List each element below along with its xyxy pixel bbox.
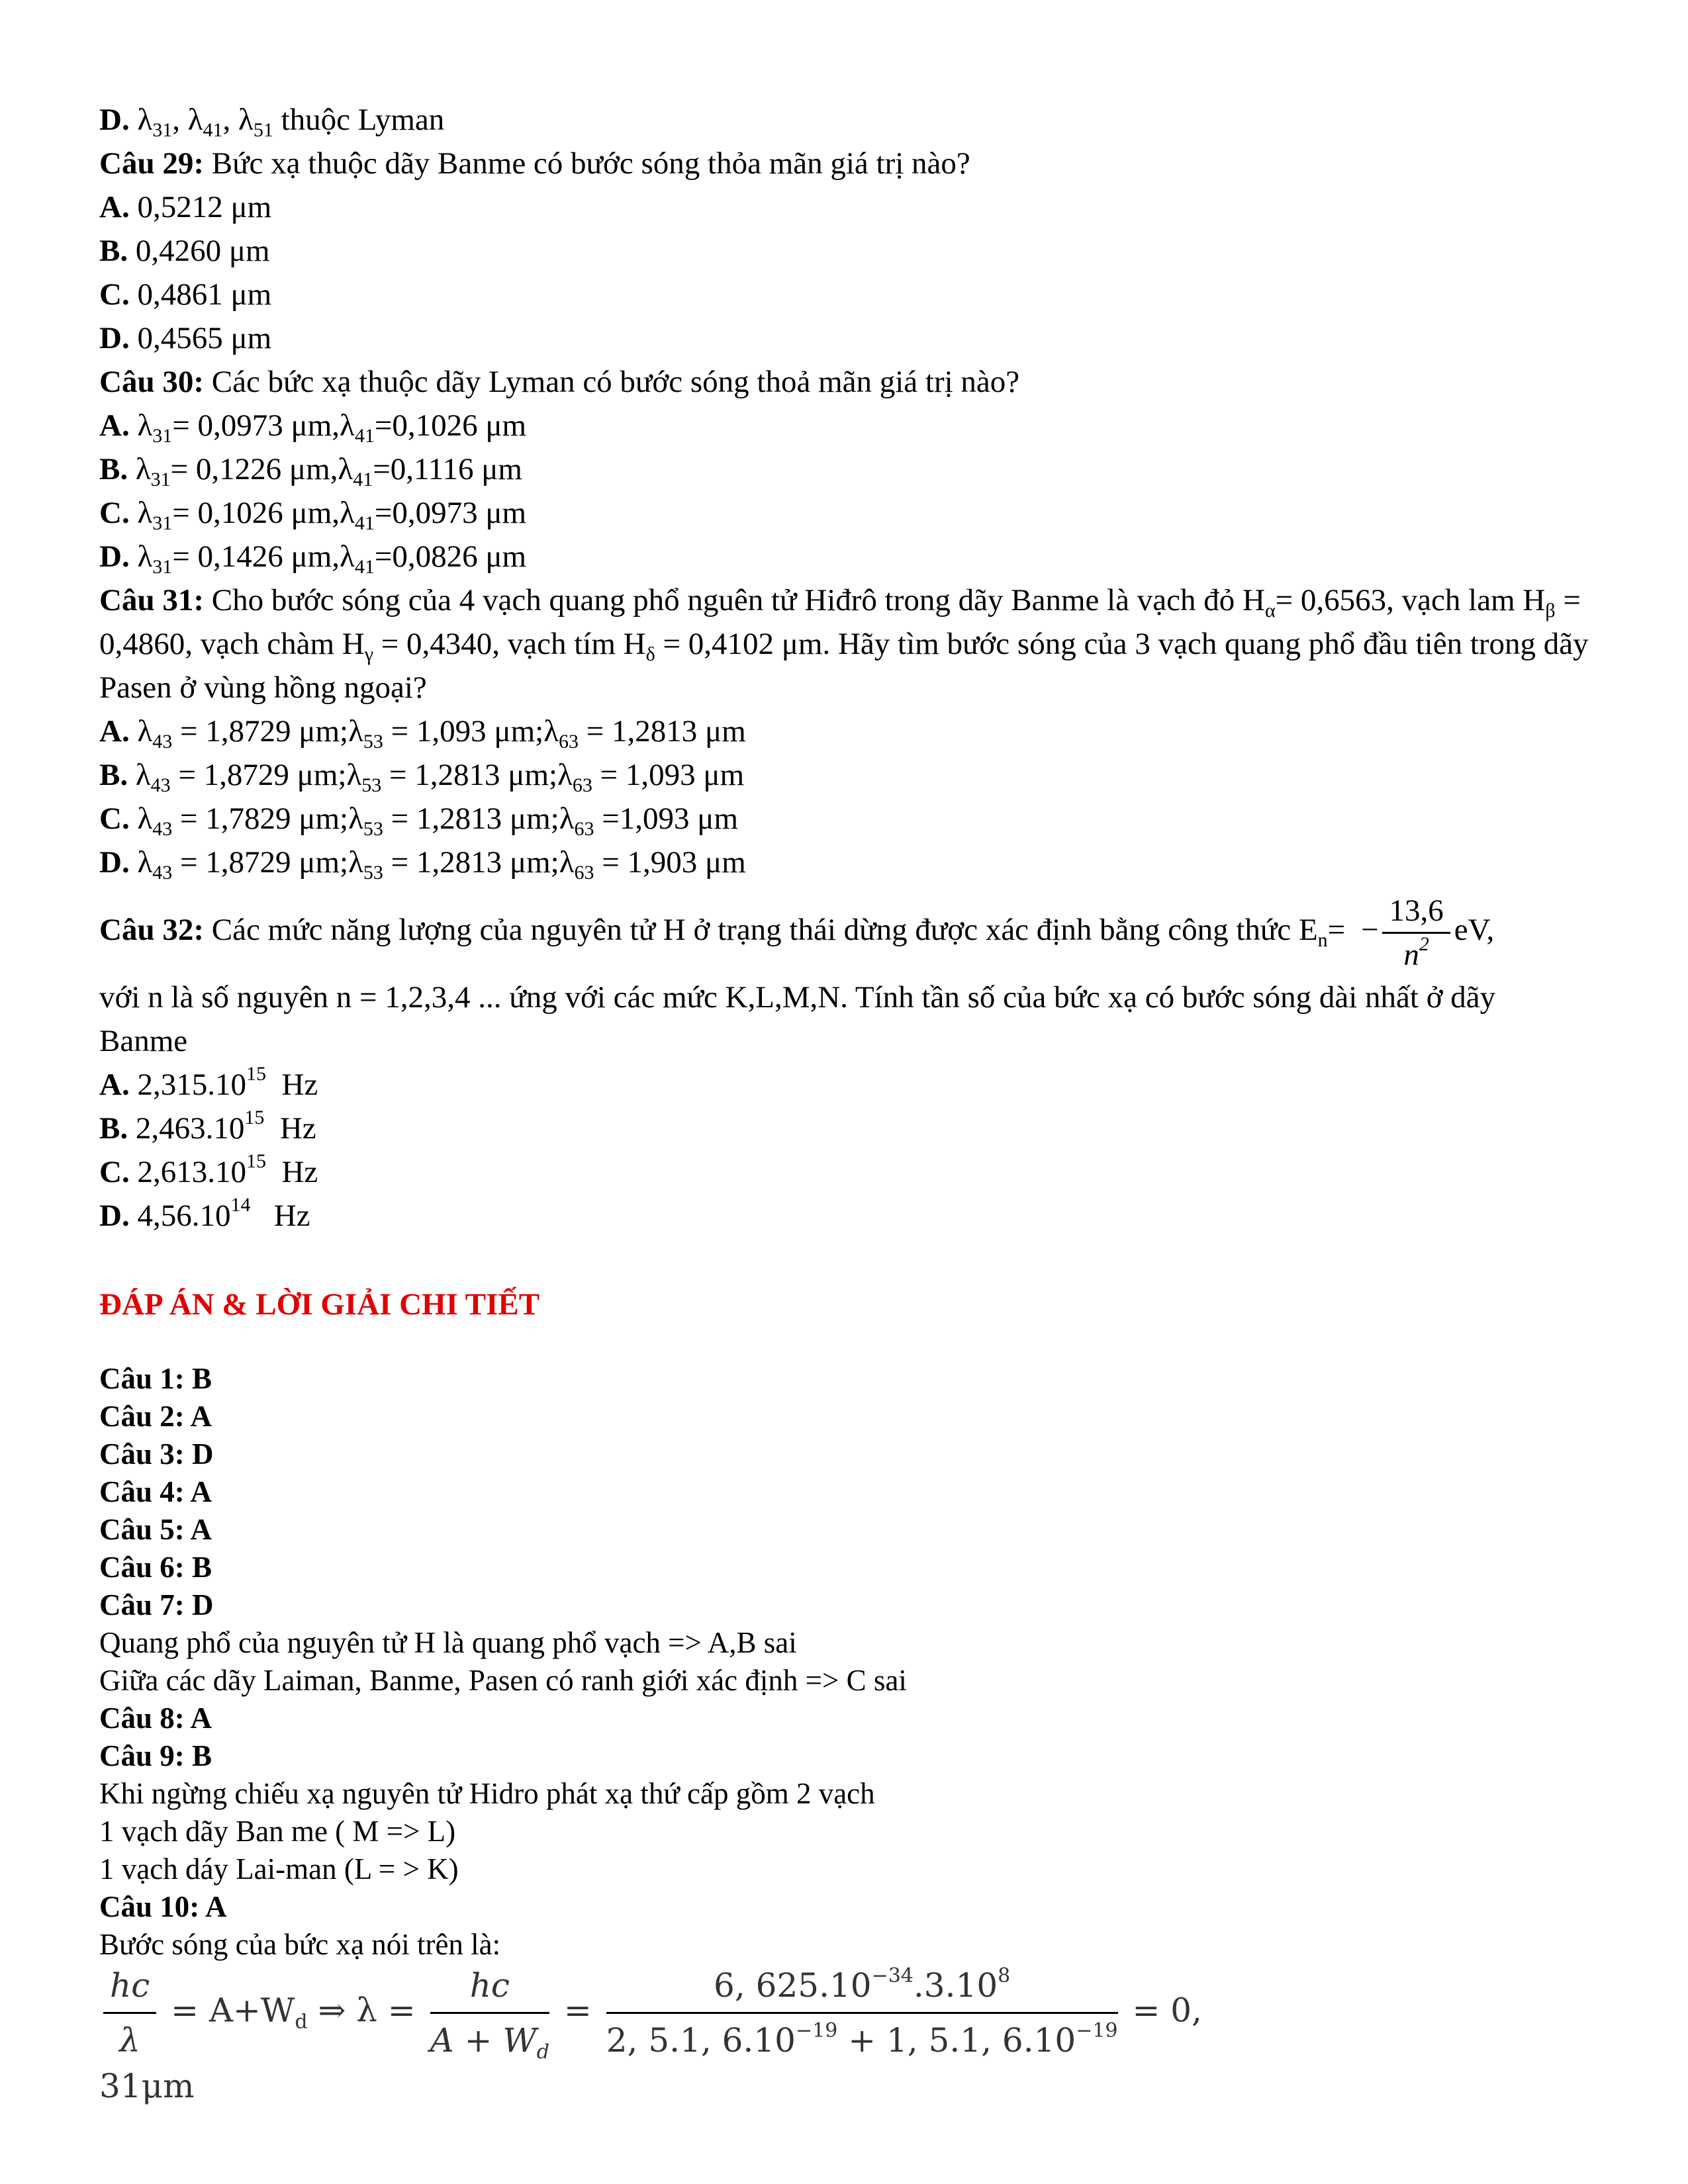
q29-question: Câu 29: Bức xạ thuộc dãy Banme có bước sóng thỏa mãn giá trị nào? <box>99 146 970 181</box>
answer-9-note-1: Khi ngừng chiếu xạ nguyên tử Hidro phát xạ thứ cấp gồm 2 vạch <box>99 1777 875 1810</box>
q32-option-c: C. 2,613.10$^{15}$ Hz <box>99 1150 318 1189</box>
answer-9-note-3: 1 vạch dáy Lai-man (L = > K) <box>99 1852 459 1886</box>
q32-option-b: B. 2,463.10$^{15}$ Hz <box>99 1107 316 1146</box>
q31-option-a: A. $\lambda_{43} = 1,8729$ $\mu m;\lambda_{53} = 1,093$ $\mu m;\lambda_{63} = 1,2813$ μm <box>99 714 746 752</box>
q31-option-b: B. $\lambda_{43} = 1,8729$ $\mu m;\lambda_{53} = 1,2813$ $\mu m;\lambda_{63} = 1,093$ μm <box>99 758 745 796</box>
answer-7: Câu 7: D <box>99 1588 214 1621</box>
answer-9: Câu 9: B <box>99 1739 212 1772</box>
q32-option-d: D. 4,56.10$^{14}$ Hz <box>99 1194 310 1233</box>
q32-option-a: A. 2,315.10$^{15}$ Hz <box>99 1063 318 1102</box>
q28-option-d: D. $\lambda_{31}$, $\lambda_{41}$, $\lambda_{51}$ thuộc Lyman <box>99 103 445 141</box>
answer-8: Câu 8: A <box>99 1702 212 1735</box>
q29-option-b: B. 0,4260 μm <box>99 234 270 268</box>
answer-3: Câu 3: D <box>99 1437 214 1471</box>
answer-2: Câu 2: A <box>99 1400 212 1433</box>
answers-title: ĐÁP ÁN & LỜI GIẢI CHI TIẾT <box>99 1287 540 1322</box>
q30-option-a: A. $\lambda_{31}= 0,0973$ $\mu m,\lambda_{41}=0,1026$ μm <box>99 408 527 447</box>
answer-10-note-1: Bước sóng của bức xạ nói trên là: <box>99 1928 501 1961</box>
q32-question-line2: với n là số nguyên n = 1,2,3,4 ... ứng với các mức K,L,M,N. Tính tần số của bức xạ có bước sóng dài nhất ở dãy Banme <box>99 980 1496 1058</box>
q31-option-d: D. $\lambda_{43} = 1,8729$ $\mu m;\lambda_{53} = 1,2813$ $\mu m;\lambda_{63} = 1,903$ μm <box>99 845 746 884</box>
q30-question: Câu 30: Các bức xạ thuộc dãy Lyman có bước sóng thoả mãn giá trị nào? <box>99 365 1020 399</box>
answer-1: Câu 1: B <box>99 1362 212 1395</box>
answer-9-note-2: 1 vạch dãy Ban me ( M => L) <box>99 1815 456 1848</box>
answer-5: Câu 5: A <box>99 1513 212 1546</box>
answer-7-note-1: Quang phổ của nguyên tử H là quang phổ vạch => A,B sai <box>99 1626 797 1659</box>
energy-fraction: $\frac{13,6}{n^2}$ <box>1382 889 1450 976</box>
q32-question-line1: Câu 32: Các mức năng lượng của nguyên tử H ở trạng thái dừng được xác định bằng công thức $E_n=$ − $\frac{13,6}{n^2}$ eV, <box>99 887 1589 976</box>
q29-option-a: A. 0,5212 μm <box>99 190 272 224</box>
q29-option-d: D. 0,4565 μm <box>99 321 272 355</box>
q31-question: Câu 31: Cho bước sóng của 4 vạch quang phổ nguên tử Hiđrô trong dãy Banme là vạch đỏ $H_\alpha= 0,6563$, vạch lam $H_\beta = 0,4860$, vạch chàm $H_\gamma = 0,4340$, vạch tím $H_\delta = 0,4102$ μm. Hãy tìm bước sóng của 3 vạch quang phổ đầu tiên trong dãy Pasen ở vùng hồng ngoại? <box>99 583 1589 705</box>
q29-option-c: C. 0,4861 μm <box>99 277 272 312</box>
wavelength-formula: $\frac{hc}{\lambda}$ = $A+W_d$ ⇒ λ = $\frac{hc}{A + W_d}$ = $\frac{6, 625.10^{-34}.3.10^8}{2, 5.1, 6.10^{-19} + 1, 5.1, 6.10^{-19}}$ = 0, 31μm <box>99 1959 1291 2071</box>
q30-option-d: D. $\lambda_{31}= 0,1426$ $\mu m,\lambda_{41}=0,0826$ μm <box>99 539 527 578</box>
q30-option-b: B. $\lambda_{31}= 0,1226$ $\mu m,\lambda_{41}=0,1116$ μm <box>99 452 522 490</box>
answer-6: Câu 6: B <box>99 1551 212 1584</box>
answer-7-note-2: Giữa các dãy Laiman, Banme, Pasen có ranh giới xác định => C sai <box>99 1664 907 1697</box>
answer-10: Câu 10: A <box>99 1890 227 1923</box>
answer-4: Câu 4: A <box>99 1475 212 1508</box>
q30-option-c: C. $\lambda_{31}= 0,1026$ $\mu m,\lambda_{41}=0,0973$ μm <box>99 496 527 534</box>
q31-option-c: C. $\lambda_{43} = 1,7829$ $\mu m;\lambda_{53} = 1,2813$ $\mu m;\lambda_{63} =1,093$ μm <box>99 801 739 840</box>
